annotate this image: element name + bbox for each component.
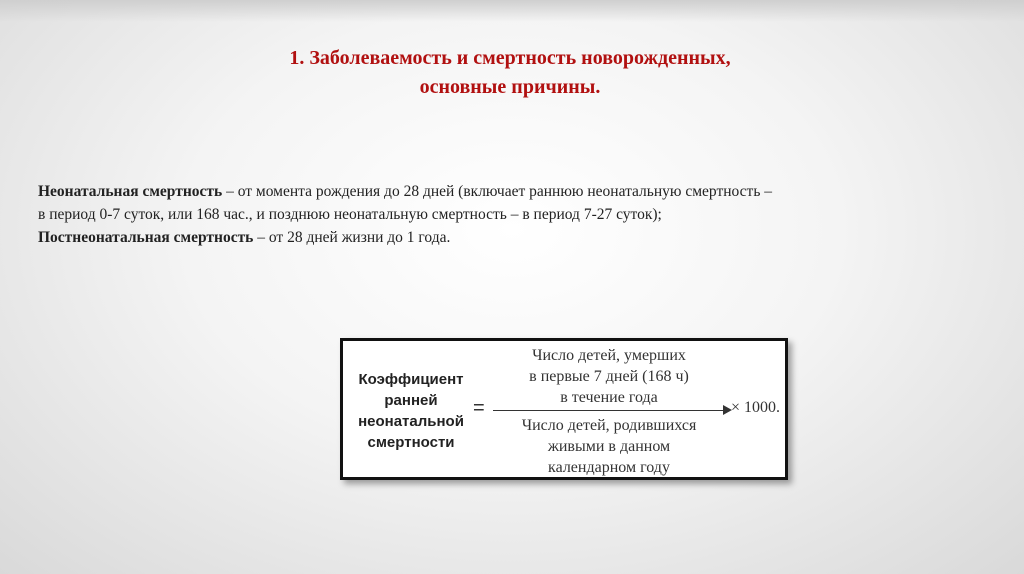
multiplier: × 1000. [731, 399, 781, 416]
postneonatal-definition: – от 28 дней жизни до 1 года. [253, 229, 451, 246]
numerator-line: Число детей, умерших [532, 347, 686, 364]
fraction-line [493, 410, 729, 411]
postneonatal-paragraph [38, 226, 778, 249]
postneonatal-term: Постнеонатальная смертность [38, 229, 254, 246]
title-line-2: основные причины. [419, 76, 601, 98]
slide-title [180, 44, 840, 102]
numerator-line: в течение года [560, 389, 658, 406]
coefficient-line: Коэффициент [358, 371, 464, 388]
coefficient-label [349, 369, 473, 453]
definitions-text [38, 180, 778, 249]
neonatal-term: Неонатальная смертность [38, 183, 223, 200]
coefficient-line: ранней [384, 392, 438, 409]
numerator-line: в первые 7 дней (168 ч) [529, 368, 689, 385]
numerator [489, 345, 729, 408]
equals-sign: = [473, 397, 485, 419]
neonatal-paragraph [38, 180, 778, 226]
formula-image [340, 338, 788, 480]
coefficient-line: смертности [367, 434, 455, 451]
neonatal-definition: – от момента рождения до 28 дней (включает раннюю неонатальную смертность – в период 0-7 суток, или 168 час., и позднюю неонатальную смертность – в период 7-27 суток); [38, 183, 773, 223]
denominator [489, 415, 729, 478]
coefficient-line: неонатальной [358, 413, 464, 430]
title-line-1: 1. Заболеваемость и смертность новорожденных, [289, 47, 731, 69]
top-decorative-band [0, 0, 1024, 22]
denominator-line: календарном году [548, 459, 670, 476]
denominator-line: живыми в данном [547, 438, 671, 455]
denominator-line: Число детей, родившихся [521, 417, 697, 434]
